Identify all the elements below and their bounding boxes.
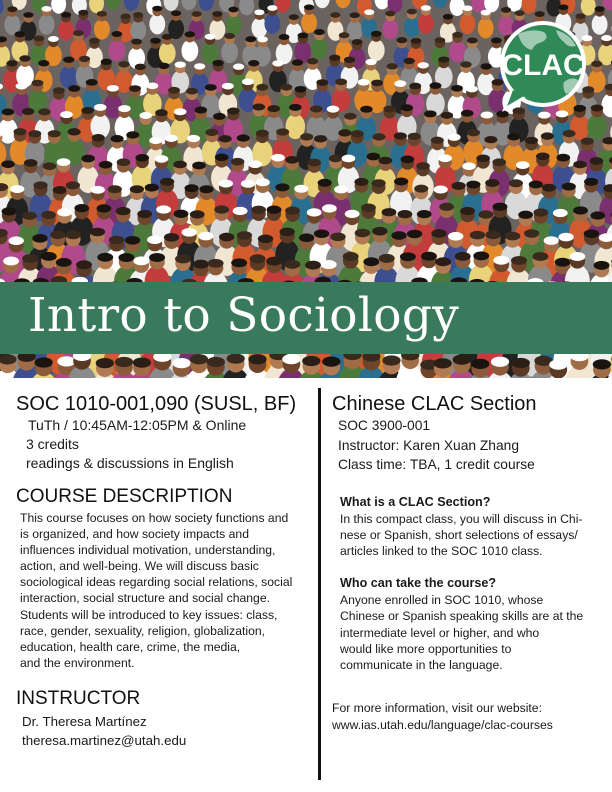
logo-text: CLAC: [501, 49, 585, 82]
clac-class-time: Class time: TBA, 1 credit course: [338, 457, 535, 472]
instructor-name: Dr. Theresa Martínez: [22, 713, 147, 729]
answer-line: communicate in the language.: [340, 657, 503, 672]
description-line: race, gender, sexuality, religion, globalization,: [20, 623, 266, 638]
course-description-heading: COURSE DESCRIPTION: [16, 486, 233, 507]
answer-line: Chinese or Spanish speaking skills are at the: [340, 609, 584, 624]
answer-who-can-take: [340, 592, 602, 673]
description-line: influences individual motivation, understanding,: [20, 543, 276, 558]
website-link[interactable]: www.ias.utah.edu/language/clac-courses: [332, 718, 553, 733]
description-line: education, health care, crime, the media,: [20, 639, 241, 654]
answer-line: In this compact class, you will discuss in Chi-: [340, 511, 583, 526]
answer-line: intermediate level or higher, and who: [340, 625, 540, 640]
description-line: interaction, social structure and social change.: [20, 591, 270, 606]
description-line: This course focuses on how society functions and: [20, 511, 289, 525]
description-line: is organized, and how society impacts and: [20, 527, 249, 542]
course-schedule: TuTh / 10:45AM-12:05PM & Online: [28, 417, 247, 433]
more-info-text: For more information, visit our website:: [332, 701, 542, 716]
clac-instructor: Instructor: Karen Xuan Zhang: [338, 437, 519, 453]
answer-line: articles linked to the SOC 1010 class.: [340, 543, 543, 558]
title-banner: [0, 282, 612, 354]
answer-line: nese or Spanish, short selections of essays/: [340, 527, 578, 542]
course-language: readings & discussions in English: [26, 455, 234, 471]
question-who-can-take: Who can take the course?: [340, 576, 497, 591]
clac-logo: [486, 20, 600, 116]
course-column: [16, 392, 312, 750]
page-title: Intro to Sociology: [28, 288, 460, 343]
more-info: [332, 700, 602, 734]
instructor-heading: INSTRUCTOR: [16, 687, 141, 709]
description-line: sociological ideas regarding social relations, social: [20, 575, 293, 590]
course-description: [20, 510, 312, 671]
description-line: Students will be introduced to key issues: class,: [20, 607, 278, 622]
clac-course-code: SOC 3900-001: [338, 418, 431, 433]
column-divider: [318, 388, 321, 780]
answer-line: Anyone enrolled in SOC 1010, whose: [340, 593, 544, 608]
question-what-is-clac: What is a CLAC Section?: [340, 494, 491, 509]
clac-column: [332, 392, 602, 734]
instructor-email[interactable]: theresa.martinez@utah.edu: [22, 732, 187, 748]
description-line: action, and well-being. We will discuss basic: [20, 559, 259, 574]
course-code: SOC 1010-001,090 (SUSL, BF): [16, 393, 297, 415]
answer-what-is-clac: [340, 511, 602, 560]
clac-section-title: Chinese CLAC Section: [332, 393, 537, 415]
description-line: and the environment.: [20, 655, 135, 670]
answer-line: would like more opportunities to: [340, 641, 512, 656]
course-credits: 3 credits: [26, 436, 79, 452]
